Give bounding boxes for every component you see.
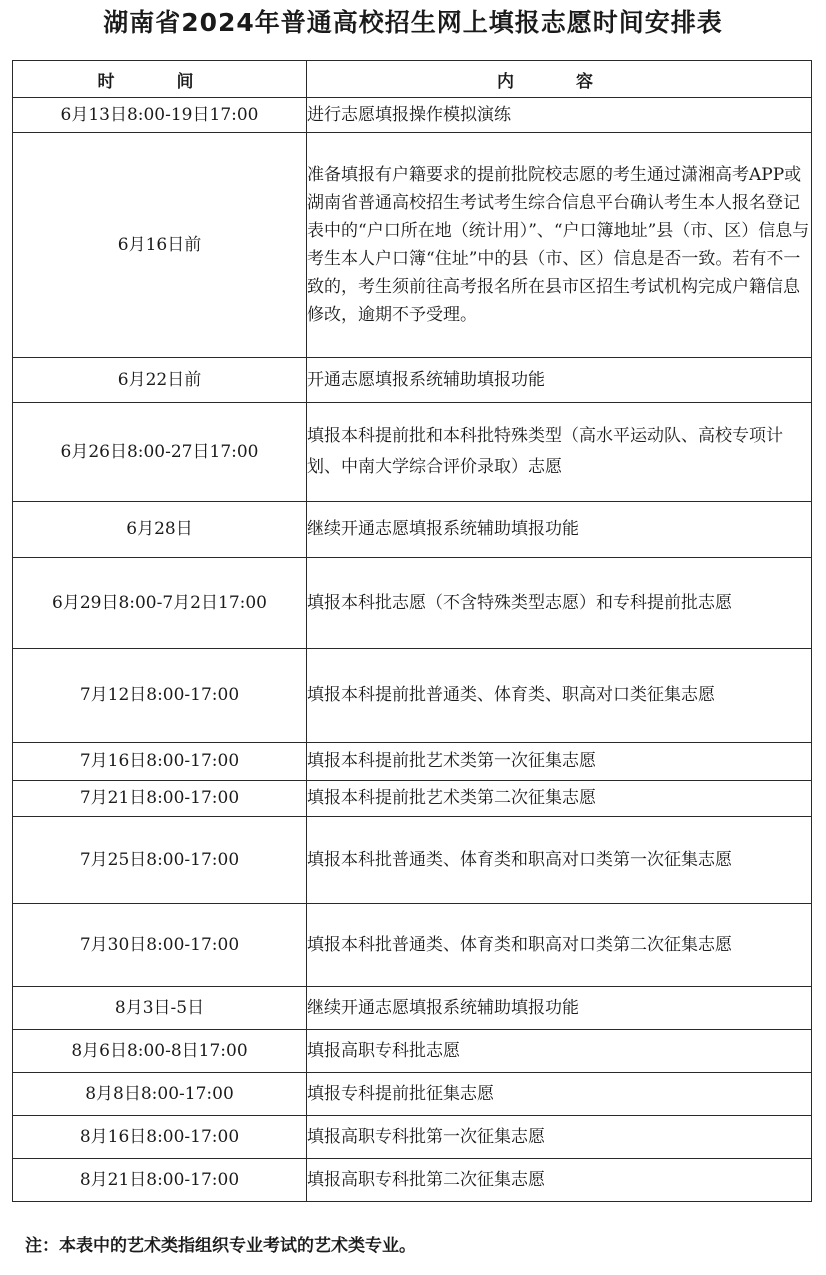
table-row	[13, 904, 812, 987]
row-content: 填报本科批普通类、体育类和职高对口类第一次征集志愿	[307, 817, 812, 904]
column-header-time: 时 间	[13, 61, 307, 98]
table-row	[13, 98, 812, 133]
page-title: 湖南省2024年普通高校招生网上填报志愿时间安排表	[103, 8, 723, 37]
table-row	[13, 358, 812, 403]
row-time: 8月6日8:00-8日17:00	[13, 1030, 307, 1073]
row-time: 6月26日8:00-27日17:00	[13, 403, 307, 502]
table-row	[13, 817, 812, 904]
row-time: 8月21日8:00-17:00	[13, 1159, 307, 1202]
row-time: 6月13日8:00-19日17:00	[13, 98, 307, 133]
column-header-content: 内 容	[307, 61, 812, 98]
table-row	[13, 403, 812, 502]
row-content: 继续开通志愿填报系统辅助填报功能	[307, 987, 812, 1030]
table-row	[13, 1116, 812, 1159]
row-time: 6月29日8:00-7月2日17:00	[13, 558, 307, 649]
row-time: 6月28日	[13, 502, 307, 558]
row-content: 填报专科提前批征集志愿	[307, 1073, 812, 1116]
row-content: 填报本科提前批和本科批特殊类型（高水平运动队、高校专项计划、中南大学综合评价录取）志愿	[307, 403, 812, 502]
row-content: 填报本科批普通类、体育类和职高对口类第二次征集志愿	[307, 904, 812, 987]
table-row	[13, 743, 812, 781]
row-content: 继续开通志愿填报系统辅助填报功能	[307, 502, 812, 558]
row-time: 7月12日8:00-17:00	[13, 649, 307, 743]
row-time: 8月3日-5日	[13, 987, 307, 1030]
row-content: 填报高职专科批第二次征集志愿	[307, 1159, 812, 1202]
row-time: 8月8日8:00-17:00	[13, 1073, 307, 1116]
row-time: 7月21日8:00-17:00	[13, 781, 307, 817]
row-time: 8月16日8:00-17:00	[13, 1116, 307, 1159]
row-content: 进行志愿填报操作模拟演练	[307, 98, 812, 133]
row-content: 填报高职专科批志愿	[307, 1030, 812, 1073]
table-row	[13, 649, 812, 743]
footnote: 注：本表中的艺术类指组织专业考试的艺术类专业。	[25, 1236, 416, 1256]
table-row	[13, 987, 812, 1030]
row-content: 开通志愿填报系统辅助填报功能	[307, 358, 812, 403]
schedule-table	[12, 60, 812, 1202]
table-row	[13, 1030, 812, 1073]
table-row	[13, 1073, 812, 1116]
table-header-row	[13, 61, 812, 98]
table-row	[13, 502, 812, 558]
row-content: 填报本科提前批艺术类第二次征集志愿	[307, 781, 812, 817]
row-content: 填报高职专科批第一次征集志愿	[307, 1116, 812, 1159]
row-content: 填报本科提前批普通类、体育类、职高对口类征集志愿	[307, 649, 812, 743]
table-row	[13, 781, 812, 817]
table-row	[13, 133, 812, 358]
row-content: 填报本科提前批艺术类第一次征集志愿	[307, 743, 812, 781]
row-content: 准备填报有户籍要求的提前批院校志愿的考生通过潇湘高考APP或湖南省普通高校招生考试考生综合信息平台确认考生本人报名登记表中的“户口所在地（统计用）”、“户口簿地址”县（市、区）信息与考生本人户口簿“住址”中的县（市、区）信息是否一致。若有不一致的，考生须前往高考报名所在县市区招生考试机构完成户籍信息修改，逾期不予受理。	[307, 133, 812, 358]
row-time: 7月16日8:00-17:00	[13, 743, 307, 781]
row-content: 填报本科批志愿（不含特殊类型志愿）和专科提前批志愿	[307, 558, 812, 649]
row-time: 7月30日8:00-17:00	[13, 904, 307, 987]
table-row	[13, 558, 812, 649]
row-time: 6月16日前	[13, 133, 307, 358]
table-row	[13, 1159, 812, 1202]
row-time: 6月22日前	[13, 358, 307, 403]
row-time: 7月25日8:00-17:00	[13, 817, 307, 904]
